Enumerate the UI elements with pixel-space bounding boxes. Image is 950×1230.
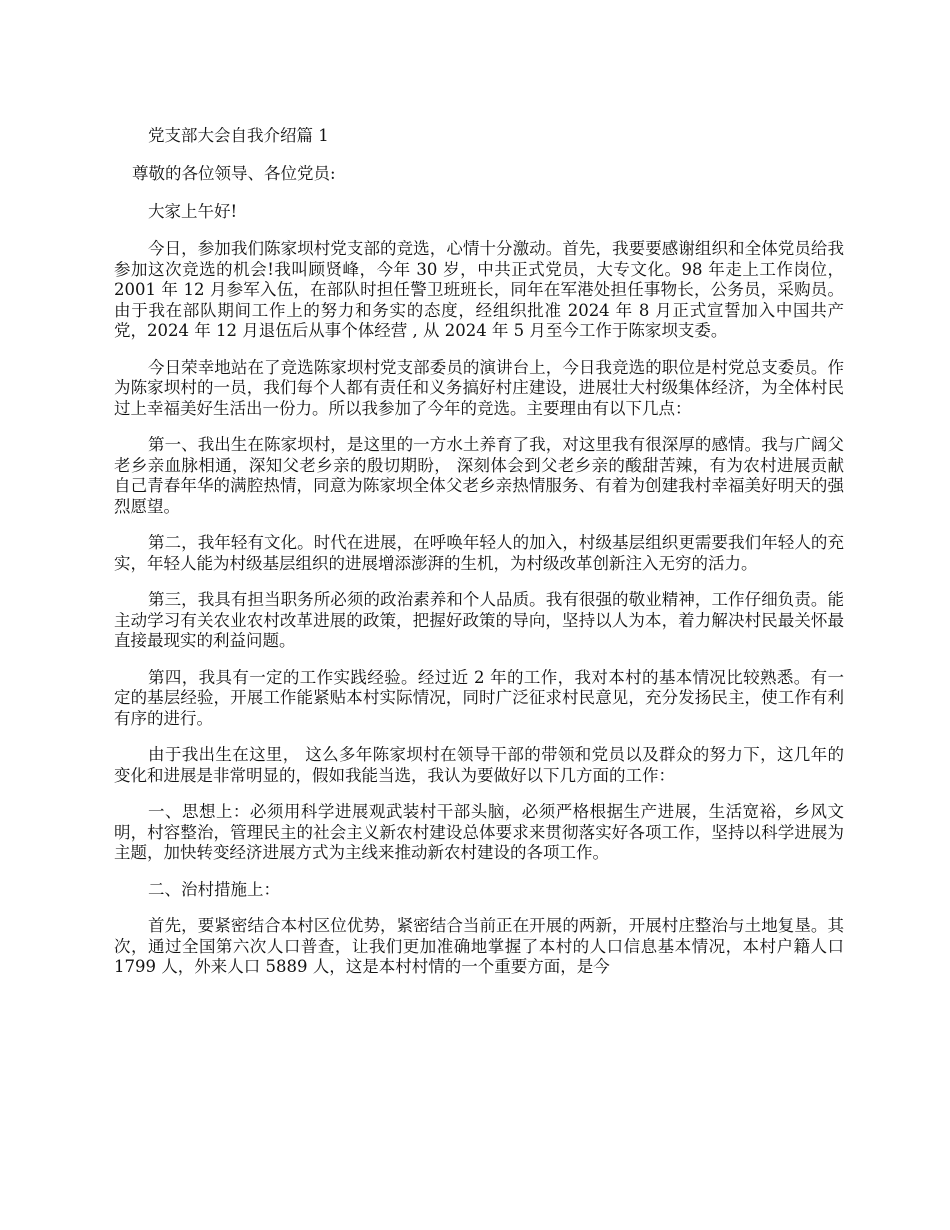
paragraph-reason-2: 第二，我年轻有文化。时代在进展，在呼唤年轻人的加入，村级基层组织更需要我们年轻人的充实，年轻人能为村级基层组织的进展增添澎湃的生机，为村级改革创新注入无穷的活力。: [114, 533, 844, 573]
paragraph-intro: 今日，参加我们陈家坝村党支部的竞选，心情十分激动。首先，我要要感谢组织和全体党员给我参加这次竞选的机会!我叫顾贤峰，今年 30 岁，中共正式党员，大专文化。98 年走上工作岗位，2001 年 12 月参军入伍，在部队时担任警卫班班长，同年在军港处担任事物长，公务员，采购员。由于我在部队期间工作上的努力和务实的态度，经组织批准 2024 年 8 月正式宣誓加入中国共产党，2024 年 12 月退伍后从事个体经营 , 从 2024 年 5 月至今工作于陈家坝支委。: [114, 239, 844, 340]
paragraph-plan-measures-heading: 二、治村措施上：: [148, 879, 280, 899]
salutation: 尊敬的各位领导、各位党员:: [132, 164, 336, 183]
paragraph-plans-intro: 由于我出生在这里， 这么多年陈家坝村在领导干部的带领和党员以及群众的努力下，这几年的变化和进展是非常明显的，假如我能当选，我认为要做好以下几方面的工作：: [114, 745, 844, 785]
document-body: [114, 125, 844, 994]
paragraph-reason-3: 第三，我具有担当职务所必须的政治素养和个人品质。我有很强的敬业精神，工作仔细负责。能主动学习有关农业农村改革进展的政策，把握好政策的导向，坚持以人为本，着力解决村民最关怀最直接最现实的利益问题。: [114, 590, 844, 650]
paragraph-candidacy: 今日荣幸地站在了竞选陈家坝村党支部委员的演讲台上，今日我竞选的职位是村党总支委员。作为陈家坝村的一员，我们每个人都有责任和义务搞好村庄建设，进展壮大村级集体经济，为全体村民过上幸福美好生活出一份力。所以我参加了今年的竞选。主要理由有以下几点：: [114, 357, 844, 418]
paragraph-plan-ideology: 一、思想上：必须用科学进展观武装村干部头脑，必须严格根据生产进展，生活宽裕，乡风文明，村容整治，管理民主的社会主义新农村建设总体要求来贯彻落实好各项工作，坚持以科学进展为主题，加快转变经济进展方式为主线来推动新农村建设的各项工作。: [114, 802, 844, 862]
paragraph-plan-measures: 首先，要紧密结合本村区位优势，紧密结合当前正在开展的两新，开展村庄整治与土地复垦。其次，通过全国第六次人口普查，让我们更加准确地掌握了本村的人口信息基本情况，本村户籍人口 1799 人，外来人口 5889 人，这是本村村情的一个重要方面，是今: [114, 916, 844, 976]
document-title: 党支部大会自我介绍篇 1: [148, 126, 329, 145]
greeting-line: 大家上午好!: [148, 202, 238, 221]
paragraph-reason-1: 第一、我出生在陈家坝村，是这里的一方水土养育了我，对这里我有很深厚的感情。我与广阔父老乡亲血脉相通，深知父老乡亲的殷切期盼， 深刻体会到父老乡亲的酸甜苦辣，有为农村进展贡献自己青春年华的满腔热情，同意为陈家坝全体父老乡亲热情服务、有着为创建我村幸福美好明天的强烈愿望。: [114, 435, 844, 516]
paragraph-reason-4: 第四，我具有一定的工作实践经验。经过近 2 年的工作，我对本村的基本情况比较熟悉。有一定的基层经验，开展工作能紧贴本村实际情况，同时广泛征求村民意见，充分发扬民主，使工作有利有序的进行。: [114, 667, 844, 728]
